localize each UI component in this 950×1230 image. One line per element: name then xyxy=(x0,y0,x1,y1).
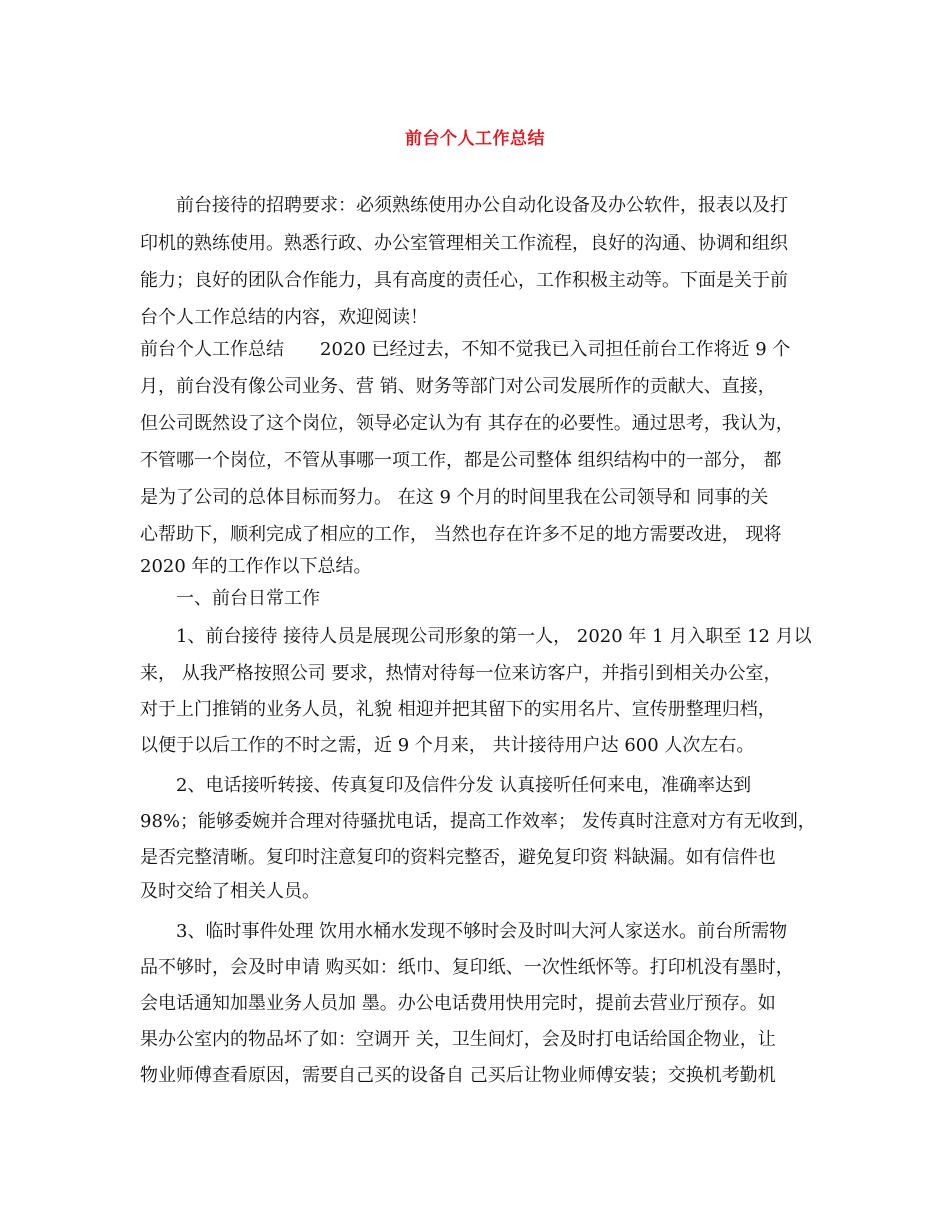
paragraph-line: 能力；良好的团队合作能力，具有高度的责任心，工作积极主动等。下面是关于前 xyxy=(140,270,788,291)
paragraph-line: 台个人工作总结的内容，欢迎阅读！ xyxy=(140,307,428,328)
paragraph-line: 以便于以后工作的不时之需，近 9 个月来， 共计接待用户达 600 人次左右。 xyxy=(140,735,755,756)
paragraph-line: 月，前台没有像公司业务、营 销、财务等部门对公司发展所作的贡献大、直接， xyxy=(140,376,776,397)
paragraph-line: 物业师傅查看原因，需要自己买的设备自 己买后让物业师傅安装；交换机考勤机 xyxy=(140,1065,776,1086)
paragraph-line: 来， 从我严格按照公司 要求，热情对待每一位来访客户，并指引到相关办公室， xyxy=(140,663,782,684)
paragraph-line: 会电话通知加墨业务人员加 墨。办公电话费用快用完时，提前去营业厅预存。如 xyxy=(140,993,776,1014)
paragraph-line: 印机的熟练使用。熟悉行政、办公室管理相关工作流程，良好的沟通、协调和组织 xyxy=(140,233,788,254)
paragraph-line: 果办公室内的物品坏了如：空调开 关，卫生间灯，会及时打电话给国企物业，让 xyxy=(140,1029,776,1050)
paragraph-line: 前台个人工作总结 2020 已经过去，不知不觉我已入司担任前台工作将近 9 个 xyxy=(140,339,791,360)
paragraph-line: 是为了公司的总体目标而努力。 在这 9 个月的时间里我在公司领导和 同事的关 xyxy=(140,487,769,508)
section-heading: 一、前台日常工作 xyxy=(176,588,320,609)
paragraph-line: 及时交给了相关人员。 xyxy=(140,881,320,902)
paragraph-line: 3、临时事件处理 饮用水桶水发现不够时会及时叫大河人家送水。前台所需物 xyxy=(176,921,788,942)
page-title: 前台个人工作总结 xyxy=(405,129,545,149)
paragraph-line: 2、电话接听转接、传真复印及信件分发 认真接听任何来电，准确率达到 xyxy=(176,775,752,796)
paragraph-line: 但公司既然设了这个岗位，领导必定认为有 其存在的必要性。通过思考，我认为， xyxy=(140,413,794,434)
paragraph-line: 1、前台接待 接待人员是展现公司形象的第一人， 2020 年 1 月入职至 12 月以 xyxy=(176,626,812,647)
paragraph-line: 98%；能够委婉并合理对待骚扰电话，提高工作效率； 发传真时注意对方有无收到， xyxy=(140,811,816,832)
paragraph-line: 2020 年的工作作以下总结。 xyxy=(140,556,372,577)
paragraph-line: 前台接待的招聘要求：必须熟练使用办公自动化设备及办公软件，报表以及打 xyxy=(176,195,788,216)
paragraph-line: 对于上门推销的业务人员，礼貌 相迎并把其留下的实用名片、宣传册整理归档， xyxy=(140,699,776,720)
paragraph-line: 品不够时，会及时申请 购买如：纸巾、复印纸、一次性纸怀等。打印机没有墨时， xyxy=(140,957,794,978)
paragraph-line: 心帮助下，顺利完成了相应的工作， 当然也存在许多不足的地方需要改进， 现将 xyxy=(140,524,782,545)
paragraph-line: 是否完整清晰。复印时注意复印的资料完整否，避免复印资 料缺漏。如有信件也 xyxy=(140,847,776,868)
paragraph-line: 不管哪一个岗位，不管从事哪一项工作，都是公司整体 组织结构中的一部分， 都 xyxy=(140,450,782,471)
